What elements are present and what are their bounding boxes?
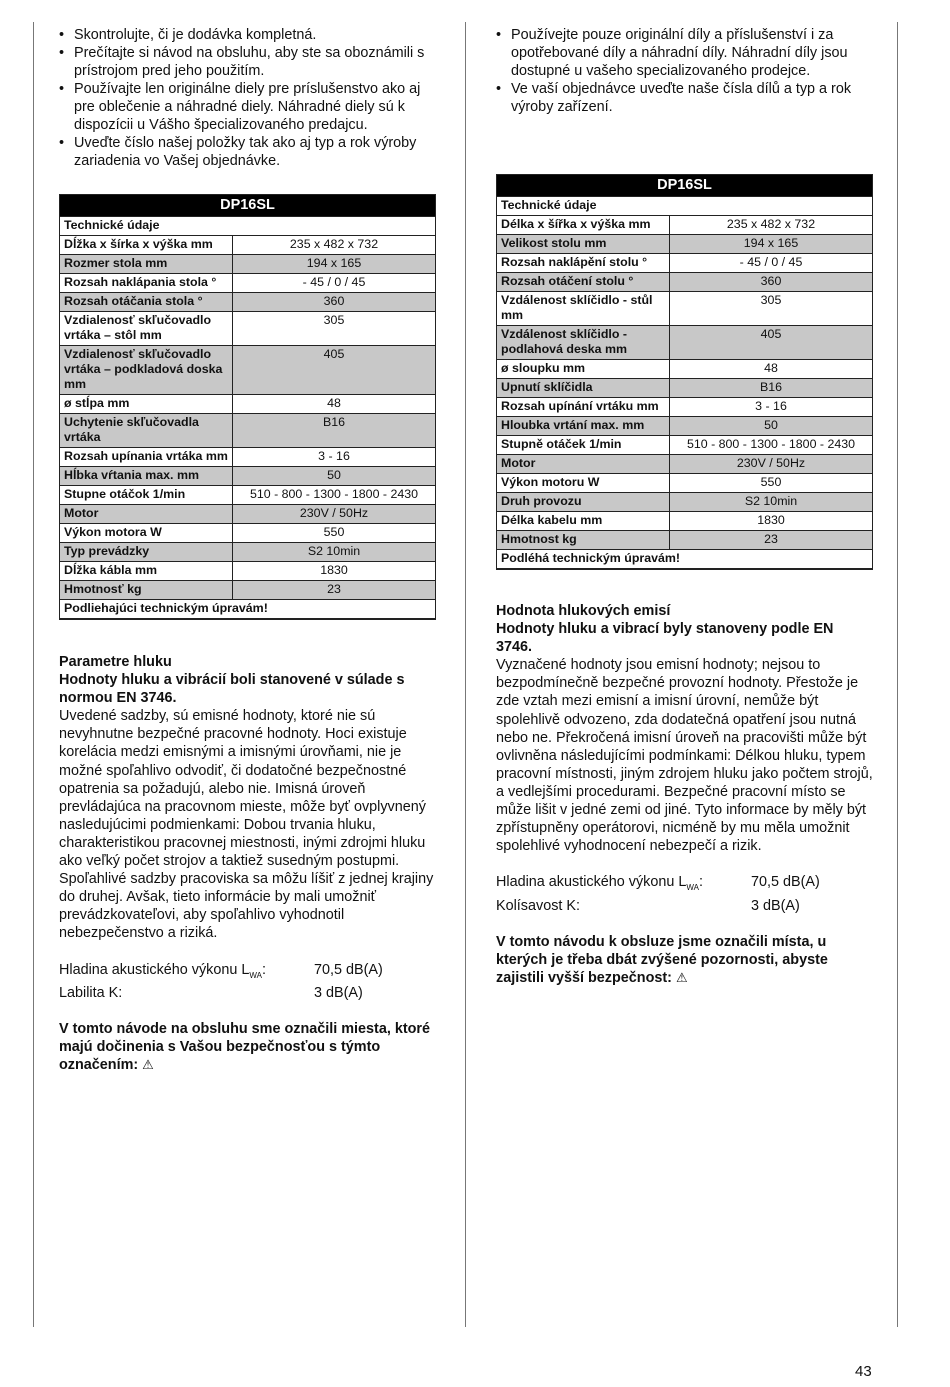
- row-value: 50: [670, 417, 873, 436]
- table-row: [60, 346, 436, 395]
- row-label: Druh provozu: [497, 493, 670, 512]
- table-row: [60, 312, 436, 346]
- row-label: Upnutí sklíčidla: [497, 379, 670, 398]
- noise-section: [59, 653, 436, 943]
- warning-triangle-icon: ⚠: [675, 970, 688, 986]
- table-row: [497, 254, 873, 273]
- table-row: [497, 512, 873, 531]
- row-label: Rozsah upínání vrtáku mm: [497, 398, 670, 417]
- table-heading: Technické údaje: [60, 217, 436, 236]
- row-value: 360: [670, 273, 873, 292]
- row-label: Výkon motora W: [60, 524, 233, 543]
- noise-body: Vyznačené hodnoty jsou emisní hodnoty; nejsou to bezpodmínečně bezpečné provozní hodnoty. Přestože je zde vztah mezi emisní a imisní úrovní, nemůže být spolehlivě odvozeno, zda dodatečná opatření jsou nutná nebo ne. Překročená imisní úroveň na pracovišti může být ovlivněna následujícími podmínkami: Délkou hluku, typem pracovní místnosti, jiným zdrojem hluku jako počtem strojů, a vedlejšími procedurami. Bezpečné pracovní místo se může lišit v jedné zemi od jiné. Tyto informace by měly být zpřístupněny operátorovi, nicméně by mu měla umožnit spolehlivé vyhodnocení nebezpečí a rizik.: [496, 657, 873, 855]
- noise-measurements: [496, 873, 873, 915]
- left-margin-rule: [33, 22, 34, 1327]
- bullet-item: • Používajte len originálne diely pre príslušenstvo ako aj pre oblečenie a náhradné diely. Náhradné diely sú k dispozícii u Vášho špecializovaného predajcu.: [59, 80, 436, 134]
- bullet-item: • Používejte pouze originální díly a příslušenství i za opotřebované díly a náhradní díly. Náhradní díly jsou dostupné u vašeho specializovaného prodejce.: [496, 26, 873, 80]
- row-label: Délka x šířka x výška mm: [497, 216, 670, 235]
- table-row: [60, 255, 436, 274]
- row-value: 3 - 16: [233, 448, 436, 467]
- row-label: Výkon motoru W: [497, 474, 670, 493]
- row-value: 510 - 800 - 1300 - 1800 - 2430: [670, 436, 873, 455]
- row-label: Vzdialenosť skľučovadlo vrtáka – stôl mm: [60, 312, 233, 346]
- sound-power-row: [59, 961, 436, 985]
- left-spec-table: [59, 194, 436, 620]
- table-row: [497, 493, 873, 512]
- sound-power-value: 70,5 dB(A): [314, 961, 383, 978]
- table-heading: Technické údaje: [497, 197, 873, 216]
- row-value: 305: [670, 292, 873, 326]
- uncertainty-row: [59, 984, 436, 1002]
- uncertainty-label: Kolísavost K:: [496, 898, 580, 915]
- table-row: [497, 417, 873, 436]
- row-value: 550: [233, 524, 436, 543]
- row-value: 235 x 482 x 732: [670, 216, 873, 235]
- table-row: [60, 236, 436, 255]
- row-label: Typ prevádzky: [60, 543, 233, 562]
- row-label: Rozsah otáčania stola °: [60, 293, 233, 312]
- row-label: Velikost stolu mm: [497, 235, 670, 254]
- table-row: [60, 543, 436, 562]
- table-row: [497, 292, 873, 326]
- bullet-item: • Prečítajte si návod na obsluhu, aby ste sa oboznámili s prístrojom pred jeho použitím.: [59, 44, 436, 80]
- row-label: Uchytenie skľučovadla vrtáka: [60, 414, 233, 448]
- table-row: [497, 436, 873, 455]
- right-spec-table: [496, 174, 873, 570]
- row-label: Stupně otáček 1/min: [497, 436, 670, 455]
- row-label: Hmotnosť kg: [60, 581, 233, 600]
- table-row: [60, 448, 436, 467]
- right-bullet-list: [496, 26, 873, 116]
- row-value: 360: [233, 293, 436, 312]
- row-value: 510 - 800 - 1300 - 1800 - 2430: [233, 486, 436, 505]
- row-value: 405: [233, 346, 436, 395]
- table-row: [497, 235, 873, 254]
- table-row: [60, 505, 436, 524]
- table-footer-note: Podléhá technickým úpravám!: [497, 550, 873, 570]
- row-value: 48: [233, 395, 436, 414]
- row-label: Motor: [60, 505, 233, 524]
- table-footer-note: Podliehajúci technickým úpravám!: [60, 600, 436, 620]
- row-label: Vzdálenost sklíčidlo - stůl mm: [497, 292, 670, 326]
- row-value: 48: [670, 360, 873, 379]
- uncertainty-label: Labilita K:: [59, 985, 123, 1002]
- table-row: [60, 581, 436, 600]
- row-label: Vzdialenosť skľučovadlo vrtáka – podkladová doska mm: [60, 346, 233, 395]
- sound-power-value: 70,5 dB(A): [751, 874, 820, 891]
- row-label: Délka kabelu mm: [497, 512, 670, 531]
- bullet-item: • Skontrolujte, či je dodávka kompletná.: [59, 26, 436, 44]
- safety-note: [59, 1020, 436, 1074]
- safety-note-text: V tomto návodu k obsluze jsme označili místa, u kterých je třeba dbát zvýšené pozornosti, abyste zajistili vyšší bezpečnost:: [496, 934, 828, 987]
- row-value: 305: [233, 312, 436, 346]
- noise-section: [496, 602, 873, 855]
- row-value: 23: [233, 581, 436, 600]
- table-row: [497, 273, 873, 292]
- row-value: 1830: [670, 512, 873, 531]
- row-label: Rozsah naklápění stolu °: [497, 254, 670, 273]
- table-row: [497, 398, 873, 417]
- sound-power-label: Hladina akustického výkonu $L_{WA}$:: [496, 874, 703, 893]
- table-row: [497, 360, 873, 379]
- bullet-item: • Ve vaší objednávce uveďte naše čísla dílů a typ a rok výroby zařízení.: [496, 80, 873, 116]
- row-label: Vzdálenost sklíčidlo - podlahová deska mm: [497, 326, 670, 360]
- row-label: Hloubka vrtání max. mm: [497, 417, 670, 436]
- row-value: 1830: [233, 562, 436, 581]
- noise-body: Uvedené sadzby, sú emisné hodnoty, ktoré nie sú nevyhnutne bezpečné pracovné hodnoty. Hoci existuje korelácia medzi emisnými a imisnými úrovňami, nie je možné spoľahlivo odvodiť, či dodatočné bezpečnostné opatrenia sa požadujú, alebo nie. Imisná úroveň prevládajúca na pracovnom mieste, môže byť ovplyvnený nasledujúcimi podmienkami: Dobou trvania hluku, charakteristikou pracovnej miestnosti, inými zdrojmi hluku ako veľký počet strojov a taktiež susedným postupmi. Spoľahlivé sadzby pracoviska sa môžu líšiť z jednej krajiny do druhej. Avšak, tieto informácie by mali umožniť prevádzkovateľovi, aby spoľahlivo vyhodnotil nebezpečenstvo a riziká.: [59, 708, 434, 942]
- noise-title: Hodnota hlukových emisí: [496, 603, 671, 619]
- table-model-header: DP16SL: [60, 195, 436, 217]
- row-value: 194 x 165: [670, 235, 873, 254]
- noise-measurements: [59, 961, 436, 1003]
- right-column: [496, 26, 873, 987]
- row-label: ø stĺpa mm: [60, 395, 233, 414]
- row-value: 194 x 165: [233, 255, 436, 274]
- row-label: ø sloupku mm: [497, 360, 670, 379]
- table-row: [497, 216, 873, 235]
- uncertainty-value: 3 dB(A): [751, 898, 800, 915]
- table-row: [60, 293, 436, 312]
- row-value: S2 10min: [670, 493, 873, 512]
- sound-power-label: Hladina akustického výkonu $L_{WA}$:: [59, 961, 266, 980]
- right-margin-rule: [897, 22, 898, 1327]
- row-value: B16: [670, 379, 873, 398]
- row-value: 3 - 16: [670, 398, 873, 417]
- table-row: [60, 486, 436, 505]
- row-value: 230V / 50Hz: [233, 505, 436, 524]
- noise-title: Parametre hluku: [59, 654, 172, 670]
- center-column-rule: [465, 22, 466, 1327]
- table-row: [497, 379, 873, 398]
- safety-note: [496, 933, 873, 987]
- row-value: 50: [233, 467, 436, 486]
- safety-note-text: V tomto návode na obsluhu sme označili miesta, ktoré majú dočinenia s Vašou bezpečnosťou s týmto označením:: [59, 1021, 431, 1074]
- row-value: 405: [670, 326, 873, 360]
- row-value: 235 x 482 x 732: [233, 236, 436, 255]
- left-column: [59, 26, 436, 1074]
- row-label: Motor: [497, 455, 670, 474]
- left-bullet-list: [59, 26, 436, 170]
- row-label: Hĺbka vŕtania max. mm: [60, 467, 233, 486]
- noise-subtitle: Hodnoty hluku a vibrací byly stanoveny podle EN 3746.: [496, 621, 834, 656]
- table-row: [497, 474, 873, 493]
- table-row: [60, 524, 436, 543]
- row-value: - 45 / 0 / 45: [233, 274, 436, 293]
- page-number: 43: [855, 1363, 872, 1380]
- uncertainty-value: 3 dB(A): [314, 985, 363, 1002]
- row-label: Dĺžka x šírka x výška mm: [60, 236, 233, 255]
- bullet-item: • Uveďte číslo našej položky tak ako aj typ a rok výroby zariadenia vo Vašej objednávke.: [59, 134, 436, 170]
- table-row: [60, 467, 436, 486]
- table-model-header: DP16SL: [497, 175, 873, 197]
- row-label: Stupne otáčok 1/min: [60, 486, 233, 505]
- table-row: [60, 395, 436, 414]
- table-row: [497, 531, 873, 550]
- row-label: Rozmer stola mm: [60, 255, 233, 274]
- row-label: Rozsah upínania vrtáka mm: [60, 448, 233, 467]
- row-label: Dĺžka kábla mm: [60, 562, 233, 581]
- row-label: Hmotnost kg: [497, 531, 670, 550]
- row-label: Rozsah otáčení stolu °: [497, 273, 670, 292]
- table-row: [60, 562, 436, 581]
- warning-triangle-icon: ⚠: [142, 1057, 154, 1073]
- row-value: 550: [670, 474, 873, 493]
- row-value: 23: [670, 531, 873, 550]
- row-value: B16: [233, 414, 436, 448]
- table-row: [60, 274, 436, 293]
- row-value: S2 10min: [233, 543, 436, 562]
- sound-power-row: [496, 873, 873, 897]
- row-value: - 45 / 0 / 45: [670, 254, 873, 273]
- noise-subtitle: Hodnoty hluku a vibrácií boli stanovené v súlade s normou EN 3746.: [59, 672, 405, 707]
- table-row: [497, 326, 873, 360]
- row-label: Rozsah naklápania stola °: [60, 274, 233, 293]
- table-row: [497, 455, 873, 474]
- uncertainty-row: [496, 897, 873, 915]
- row-value: 230V / 50Hz: [670, 455, 873, 474]
- table-row: [60, 414, 436, 448]
